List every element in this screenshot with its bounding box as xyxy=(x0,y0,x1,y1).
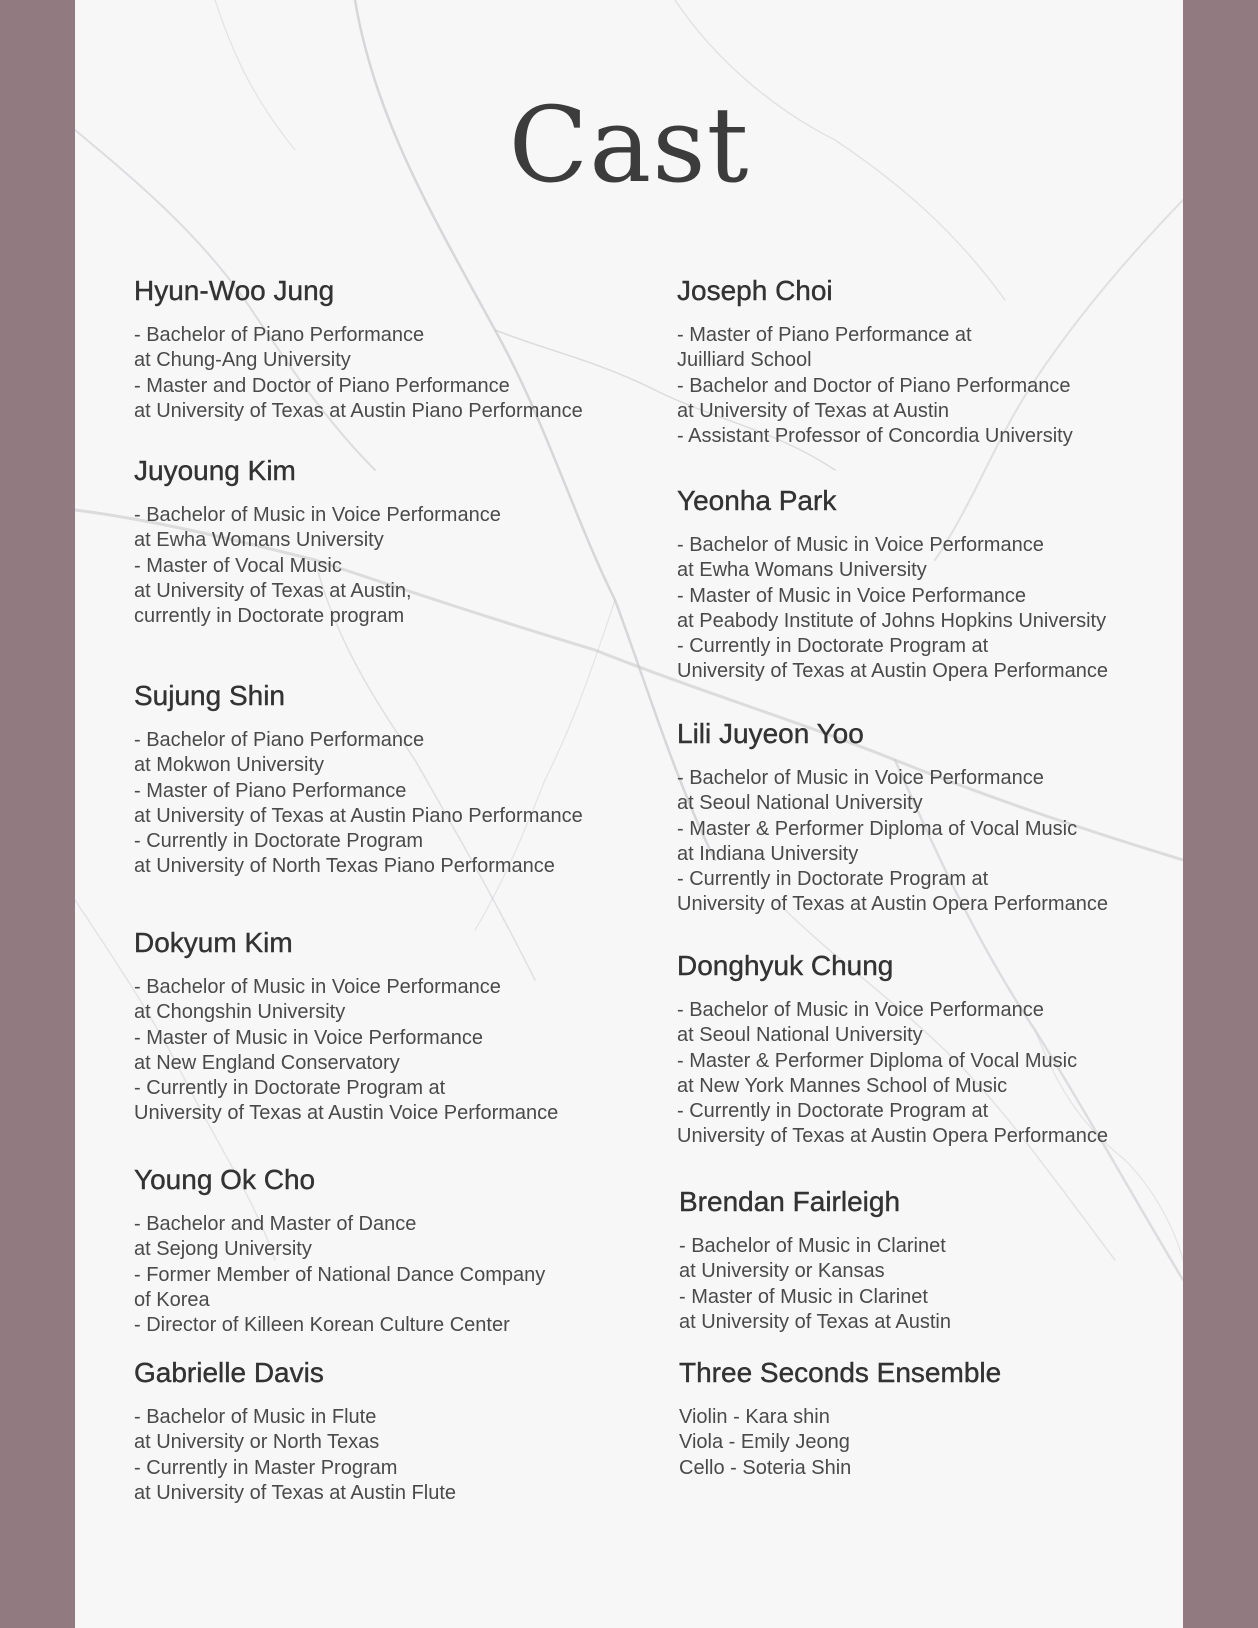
cast-name: Yeonha Park xyxy=(677,485,837,516)
bio-line: - Former Member of National Dance Company xyxy=(134,1263,546,1286)
cast-entry-sujung-shin xyxy=(134,680,634,880)
bio-line: at University of Texas at Austin Piano Performance xyxy=(134,804,583,827)
cast-name: Hyun-Woo Jung xyxy=(134,275,335,306)
bio-line: at Ewha Womans University xyxy=(134,529,384,552)
bio-line: - Bachelor of Music in Flute xyxy=(134,1406,377,1428)
bio-line: - Master and Doctor of Piano Performance xyxy=(134,374,510,397)
bio-line: - Currently in Master Program xyxy=(134,1456,398,1479)
cast-name: Juyoung Kim xyxy=(134,455,296,486)
cast-name: Three Seconds Ensemble xyxy=(679,1357,1002,1388)
cast-entry-juyoung-kim xyxy=(134,455,634,629)
bio-line: - Bachelor of Music in Voice Performance xyxy=(134,504,501,526)
cast-entry-three-seconds-ensemble xyxy=(679,1357,1179,1481)
bio-line: at Seoul National University xyxy=(677,1024,923,1047)
bio-line: at Chung-Ang University xyxy=(134,349,351,372)
bio-line: at Sejong University xyxy=(134,1238,312,1261)
bio-line: at University of Texas at Austin, xyxy=(134,579,412,602)
page-title: Cast xyxy=(508,84,750,206)
cast-entry-young-ok-cho xyxy=(134,1164,634,1338)
bio-line: - Bachelor of Music in Voice Performance xyxy=(677,999,1044,1021)
bio-line: - Master of Music in Clarinet xyxy=(679,1285,928,1308)
cast-name: Brendan Fairleigh xyxy=(679,1186,901,1217)
bio-line: at University of North Texas Piano Performance xyxy=(134,855,555,878)
bio-line: University of Texas at Austin Opera Performance xyxy=(677,660,1108,683)
bio-line: University of Texas at Austin Opera Performance xyxy=(677,893,1108,916)
bio-line: - Director of Killeen Korean Culture Center xyxy=(134,1314,510,1337)
bio-line: - Bachelor of Music in Voice Performance xyxy=(134,976,501,998)
bio-line: Cello - Soteria Shin xyxy=(679,1456,852,1479)
bio-line: at Chongshin University xyxy=(134,1001,346,1024)
bio-line: - Master & Performer Diploma of Vocal Music xyxy=(677,817,1078,840)
bio-line: at University of Texas at Austin xyxy=(677,399,949,422)
bio-line: - Bachelor and Doctor of Piano Performance xyxy=(677,374,1071,397)
bio-line: - Currently in Doctorate Program at xyxy=(134,1077,446,1100)
bio-line: Juilliard School xyxy=(677,349,812,372)
bio-line: at University of Texas at Austin Piano Performance xyxy=(134,399,583,422)
cast-name: Donghyuk Chung xyxy=(677,950,894,981)
bio-line: University of Texas at Austin Opera Performance xyxy=(677,1125,1108,1148)
bio-line: - Bachelor of Music in Voice Performance xyxy=(677,534,1044,556)
bio-line: - Master of Piano Performance at xyxy=(677,324,972,346)
bio-line: at Mokwon University xyxy=(134,754,325,777)
bio-line: at Peabody Institute of Johns Hopkins University xyxy=(677,609,1107,632)
cast-entry-lili-juyeon-yoo xyxy=(677,718,1177,918)
cast-name: Young Ok Cho xyxy=(134,1164,316,1195)
cast-entry-dokyum-kim xyxy=(134,927,634,1127)
bio-line: at University of Texas at Austin Flute xyxy=(134,1481,457,1504)
bio-line: of Korea xyxy=(134,1288,210,1311)
bio-line: University of Texas at Austin Voice Performance xyxy=(134,1102,559,1125)
bio-line: - Master & Performer Diploma of Vocal Music xyxy=(677,1049,1078,1072)
bio-line: - Master of Music in Voice Performance xyxy=(134,1026,484,1049)
cast-entry-gabrielle-davis xyxy=(134,1357,634,1506)
bio-line: at New York Mannes School of Music xyxy=(677,1074,1008,1097)
bio-line: - Bachelor of Piano Performance xyxy=(134,324,425,346)
bio-line: currently in Doctorate program xyxy=(134,605,405,628)
bio-line: - Bachelor and Master of Dance xyxy=(134,1213,417,1235)
bio-line: Violin - Kara shin xyxy=(679,1406,830,1428)
bio-line: - Bachelor of Music in Voice Performance xyxy=(677,767,1044,789)
bio-line: - Master of Vocal Music xyxy=(134,554,342,577)
bio-line: - Currently in Doctorate Program at xyxy=(677,1100,989,1123)
bio-line: - Assistant Professor of Concordia University xyxy=(677,425,1073,448)
cast-entry-donghyuk-chung xyxy=(677,950,1177,1150)
cast-name: Lili Juyeon Yoo xyxy=(677,718,864,749)
bio-line: at University or Kansas xyxy=(679,1260,885,1283)
bio-line: at Seoul National University xyxy=(677,792,923,815)
bio-line: - Currently in Doctorate Program at xyxy=(677,868,989,891)
cast-name: Joseph Choi xyxy=(677,275,833,306)
bio-line: - Master of Music in Voice Performance xyxy=(677,584,1027,607)
cast-entry-yeonha-park xyxy=(677,485,1177,685)
bio-line: at University or North Texas xyxy=(134,1431,380,1454)
program-page xyxy=(75,0,1183,1628)
cast-name: Dokyum Kim xyxy=(134,927,293,958)
bio-line: - Currently in Doctorate Program at xyxy=(677,635,989,658)
cast-name: Sujung Shin xyxy=(134,680,286,711)
bio-line: Viola - Emily Jeong xyxy=(679,1431,850,1454)
bio-line: at University of Texas at Austin xyxy=(679,1310,951,1333)
cast-entry-joseph-choi xyxy=(677,275,1177,449)
bio-line: at Ewha Womans University xyxy=(677,559,927,582)
cast-name: Gabrielle Davis xyxy=(134,1357,324,1388)
bio-line: - Bachelor of Music in Clarinet xyxy=(679,1235,946,1257)
bio-line: at Indiana University xyxy=(677,842,859,865)
cast-entry-hyun-woo-jung xyxy=(134,275,634,424)
cast-entry-brendan-fairleigh xyxy=(679,1186,1179,1335)
bio-line: - Master of Piano Performance xyxy=(134,779,407,802)
bio-line: - Bachelor of Piano Performance xyxy=(134,729,425,751)
bio-line: - Currently in Doctorate Program xyxy=(134,830,423,853)
bio-line: at New England Conservatory xyxy=(134,1051,400,1074)
